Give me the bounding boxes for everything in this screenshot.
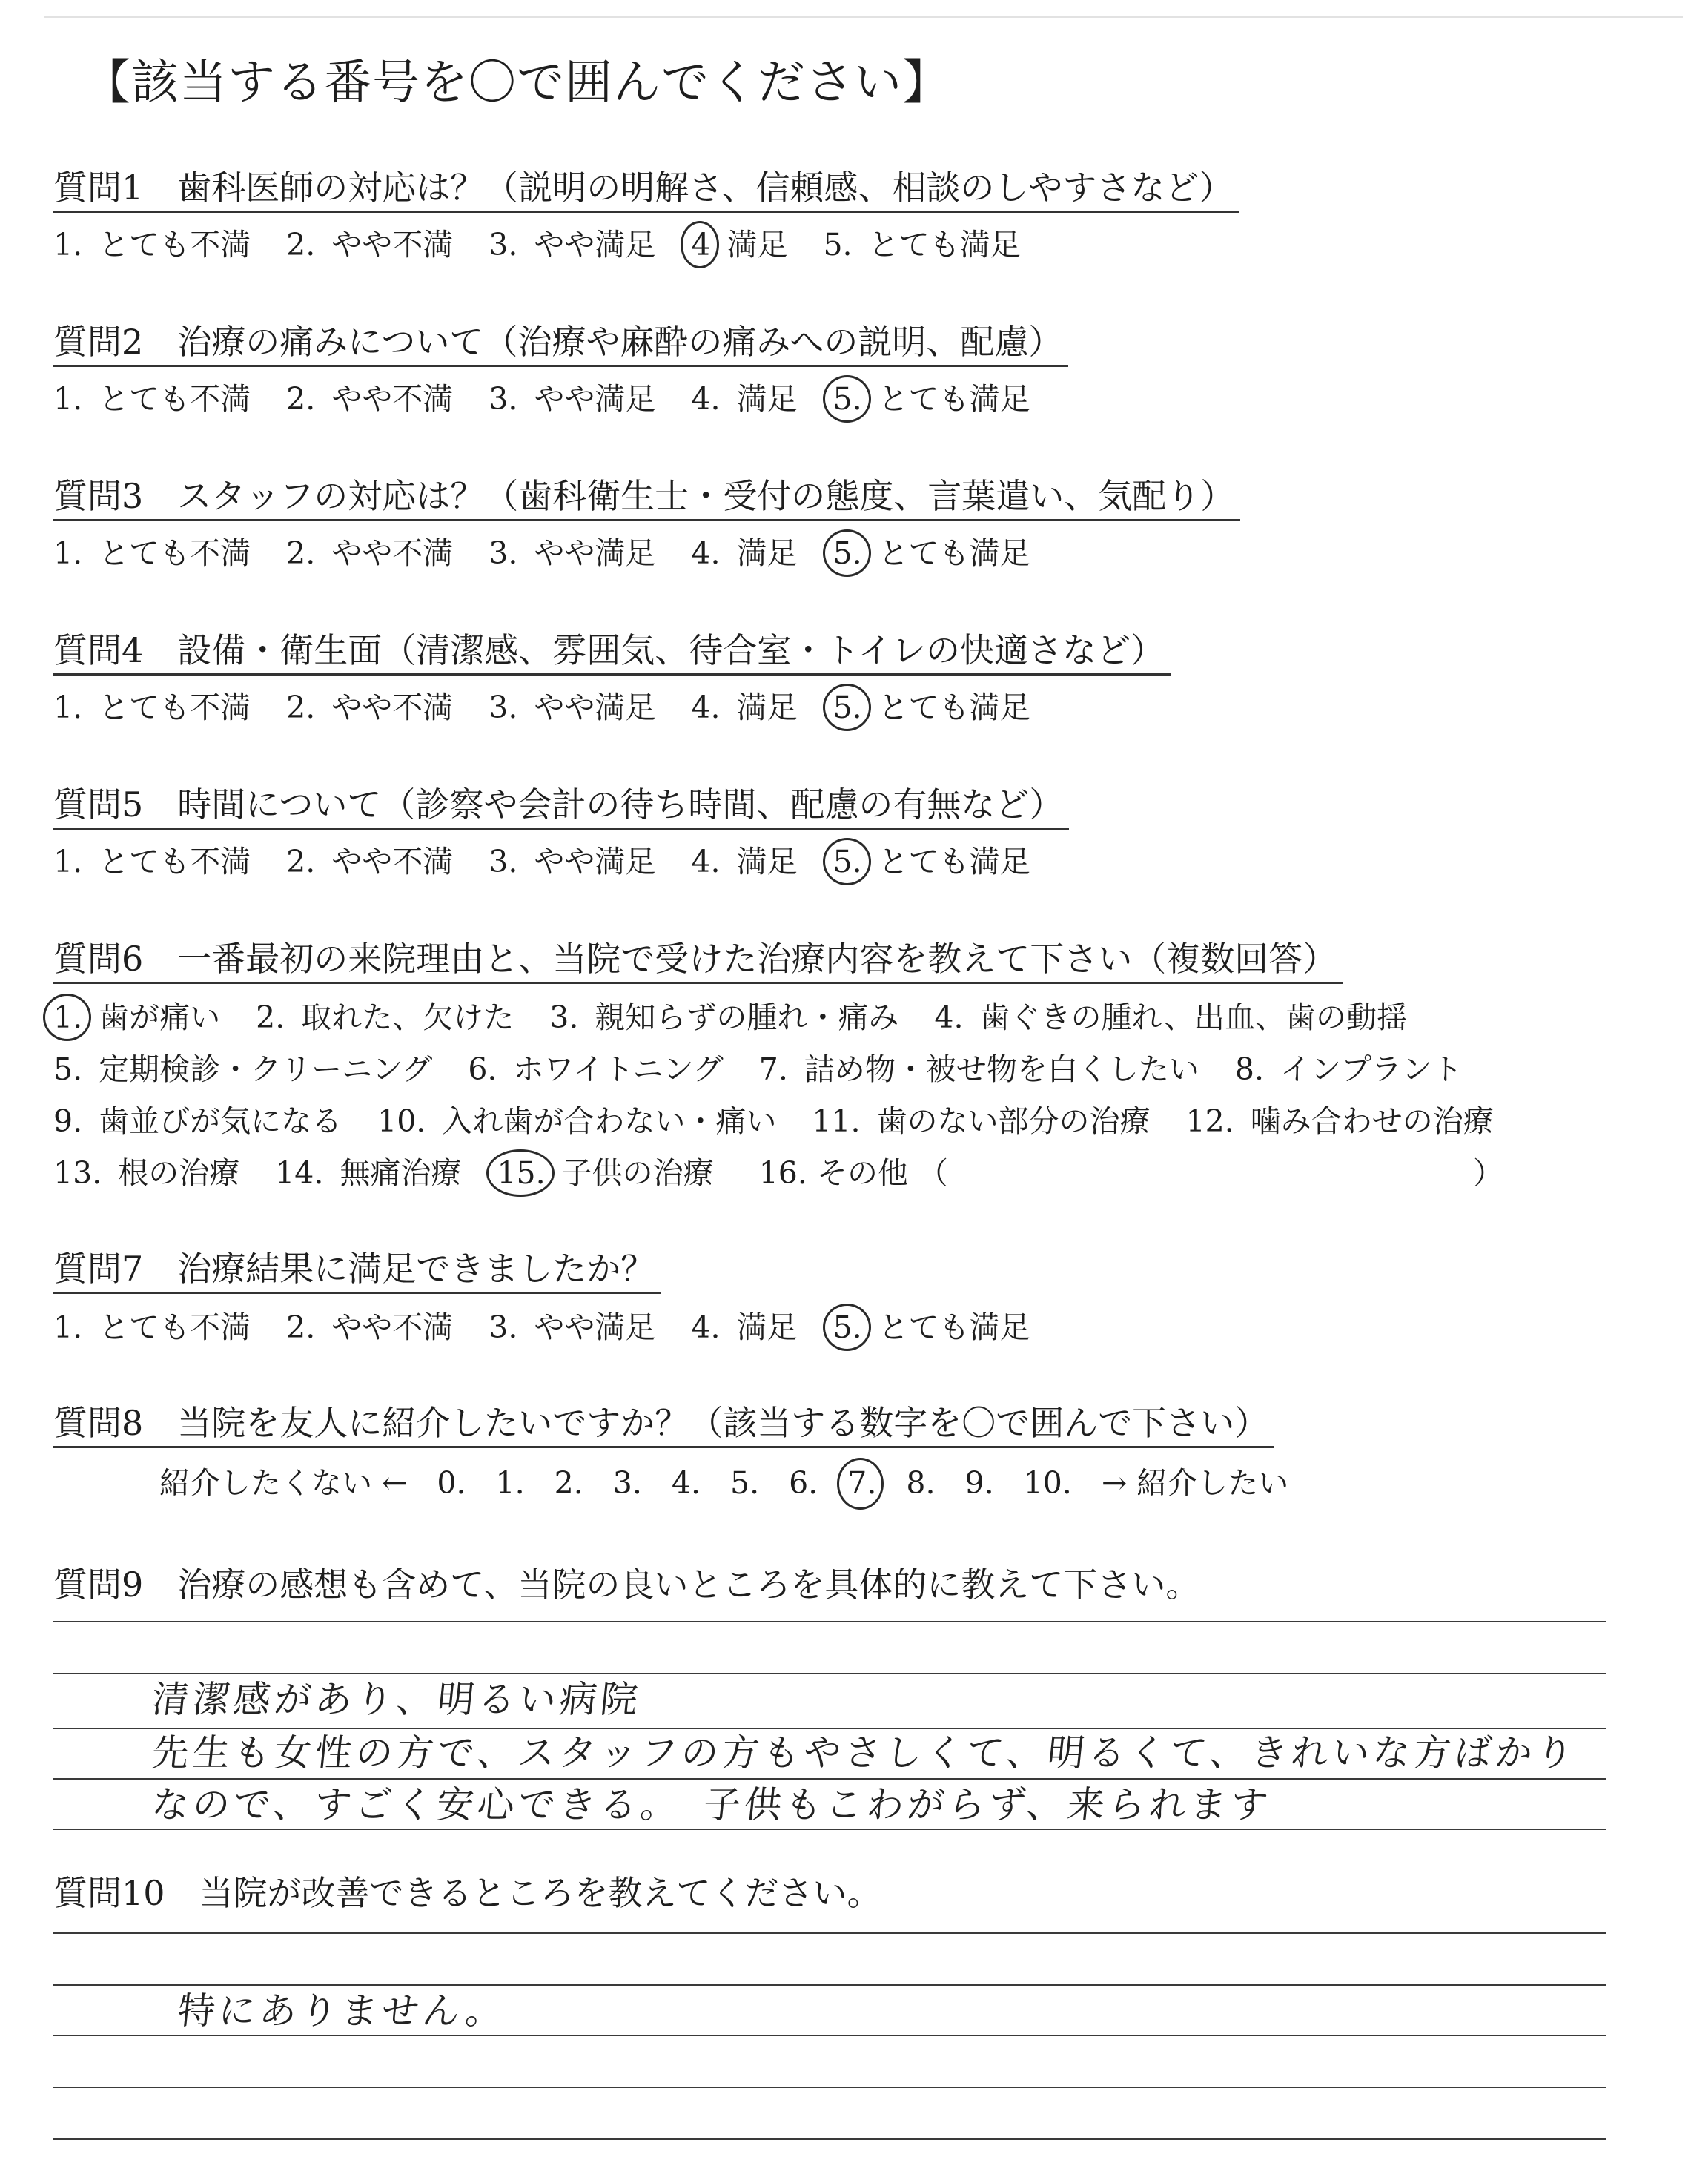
- question-8-scale: [159, 1462, 1288, 1504]
- option-3[interactable]: [489, 687, 655, 728]
- option-label: その他: [816, 1155, 908, 1191]
- scale-value-10[interactable]: 10.: [1023, 1465, 1072, 1501]
- option-number: 4.: [691, 381, 721, 417]
- option-5[interactable]: [833, 687, 1030, 728]
- option-3[interactable]: [549, 997, 898, 1038]
- question-5-title: 質問5 時間について（診察や会計の待ち時間、配慮の有無など）: [53, 782, 1069, 830]
- question-6-options-row-2: [53, 1048, 1463, 1090]
- question-6-options-row-1: [53, 997, 1407, 1038]
- option-label: とても不満: [99, 1309, 251, 1345]
- option-label: とても満足: [878, 1309, 1030, 1345]
- option-label: やや満足: [534, 381, 656, 417]
- answer-line: [53, 2087, 1606, 2088]
- option-3[interactable]: [489, 378, 655, 420]
- option-15[interactable]: [497, 1152, 713, 1194]
- option-label: やや満足: [534, 1309, 656, 1345]
- option-number: 16.: [758, 1155, 807, 1191]
- option-13[interactable]: [53, 1152, 239, 1194]
- option-1[interactable]: [53, 378, 251, 420]
- option-number: 9.: [53, 1103, 83, 1139]
- question-6-title: 質問6 一番最初の来院理由と、当院で受けた治療内容を教えて下さい（複数回答）: [53, 936, 1343, 984]
- scale-right-label: → 紹介したい: [1101, 1465, 1289, 1501]
- scale-value-4[interactable]: 4.: [671, 1465, 701, 1501]
- option-label: やや満足: [534, 535, 656, 571]
- option-label: とても不満: [99, 690, 251, 725]
- option-8[interactable]: [1235, 1048, 1463, 1090]
- answer-line: [53, 1984, 1606, 1986]
- option-label: やや不満: [331, 1309, 454, 1345]
- option-label: 歯並びが気になる: [99, 1103, 342, 1139]
- option-number: 2.: [286, 1309, 316, 1345]
- option-4[interactable]: [691, 687, 797, 728]
- option-5[interactable]: [823, 224, 1020, 265]
- option-number: 15.: [497, 1152, 545, 1194]
- question-1-options: [53, 224, 1021, 265]
- option-number: 2.: [256, 1000, 285, 1035]
- option-label: やや不満: [331, 844, 454, 879]
- option-number: 14.: [275, 1155, 324, 1191]
- question-9-answer-line-2: 先生も女性の方で、スタッフの方もやさしくて、明るくて、きれいな方ばかり: [149, 1731, 1580, 1774]
- question-9-answer-line-1: 清潔感があり、明るい病院: [149, 1678, 644, 1721]
- option-3[interactable]: [489, 1307, 655, 1348]
- option-number: 7.: [758, 1051, 788, 1087]
- question-4-options: [53, 687, 1030, 728]
- option-3[interactable]: [489, 841, 655, 882]
- question-6-options-row-3: [53, 1100, 1494, 1142]
- option-label: とても不満: [99, 227, 251, 262]
- option-label: インプラント: [1280, 1051, 1463, 1087]
- option-5[interactable]: [833, 532, 1030, 574]
- option-label: 満足: [736, 535, 798, 571]
- question-3-title: 質問3 スタッフの対応は？（歯科衛生士・受付の態度、言葉遣い、気配り）: [53, 473, 1240, 521]
- option-number: 1.: [53, 690, 83, 725]
- option-number: 5.: [833, 687, 862, 728]
- question-2-title: 質問2 治療の痛みについて（治療や麻酔の痛みへの説明、配慮）: [53, 319, 1068, 367]
- option-4[interactable]: [691, 378, 797, 420]
- option-number: 2.: [286, 844, 316, 879]
- option-label: やや満足: [534, 844, 656, 879]
- option-label: 噛み合わせの治療: [1250, 1103, 1494, 1139]
- option-label: 入れ歯が合わない・痛い: [442, 1103, 777, 1139]
- option-number: 1.: [53, 381, 83, 417]
- option-5[interactable]: [53, 1048, 432, 1090]
- question-5-options: [53, 841, 1030, 882]
- question-1-title: 質問1 歯科医師の対応は？（説明の明解さ、信頼感、相談のしやすさなど）: [53, 165, 1239, 213]
- option-label: やや満足: [534, 690, 656, 725]
- question-9-title: 質問9 治療の感想も含めて、当院の良いところを具体的に教えて下さい。: [53, 1565, 1200, 1605]
- option-label: 歯ぐきの腫れ、出血、歯の動揺: [979, 1000, 1407, 1035]
- question-4-title: 質問4 設備・衛生面（清潔感、雰囲気、待合室・トイレの快適さなど）: [53, 627, 1171, 676]
- option-number: 4.: [691, 844, 721, 879]
- option-number: 3.: [489, 1309, 518, 1345]
- question-8-title: 質問8 当院を友人に紹介したいですか？（該当する数字を〇で囲んで下さい）: [53, 1400, 1274, 1448]
- option-11[interactable]: [812, 1100, 1150, 1142]
- answer-line: [53, 1673, 1606, 1674]
- option-number: 3.: [489, 535, 518, 571]
- option-label: 満足: [736, 844, 798, 879]
- option-2[interactable]: [286, 1307, 453, 1348]
- option-number: 2.: [286, 535, 316, 571]
- scale-value-2[interactable]: 2.: [554, 1465, 583, 1501]
- option-number: 3.: [489, 690, 518, 725]
- scale-value-1[interactable]: 1.: [495, 1465, 525, 1501]
- option-label: やや不満: [331, 535, 454, 571]
- scale-value-5[interactable]: 5.: [730, 1465, 760, 1501]
- option-label: とても満足: [868, 227, 1021, 262]
- option-label: 歯のない部分の治療: [876, 1103, 1151, 1139]
- option-9[interactable]: [53, 1100, 342, 1142]
- answer-line: [53, 2035, 1606, 2036]
- option-label: 満足: [736, 381, 798, 417]
- question-7-options: [53, 1307, 1030, 1348]
- option-number: 6.: [468, 1051, 497, 1087]
- option-label: 子供の治療: [561, 1155, 714, 1191]
- option-label: とても不満: [99, 381, 251, 417]
- scale-value-7[interactable]: 7.: [847, 1462, 876, 1504]
- option-number: 3.: [549, 1000, 579, 1035]
- answer-line: [53, 1621, 1606, 1622]
- question-6-options-row-4: [53, 1152, 1503, 1194]
- option-number: 2.: [286, 690, 316, 725]
- page-top-border: [44, 16, 1683, 18]
- option-2[interactable]: [286, 224, 453, 265]
- option-4[interactable]: [691, 1307, 797, 1348]
- option-label: ホワイトニング: [513, 1051, 724, 1087]
- option-number: 3.: [489, 227, 518, 262]
- option-label: やや満足: [534, 227, 656, 262]
- option-number: 1.: [53, 227, 83, 262]
- answer-line: [53, 1932, 1606, 1934]
- question-10-title: 質問10 当院が改善できるところを教えてください。: [53, 1873, 881, 1913]
- option-4[interactable]: [691, 224, 787, 265]
- question-10-answer-line-1: 特にありません。: [175, 1989, 509, 2032]
- question-9-answer-line-3: なので、すごく安心できる。 子供もこわがらず、来られます: [149, 1783, 1274, 1826]
- option-1[interactable]: [53, 997, 220, 1038]
- option-label: 満足: [726, 227, 788, 262]
- answer-line: [53, 1829, 1606, 1830]
- option-4[interactable]: [691, 841, 797, 882]
- option-2[interactable]: [286, 378, 453, 420]
- answer-line: [53, 1728, 1606, 1729]
- option-3[interactable]: [489, 532, 655, 574]
- other-answer-field[interactable]: [918, 1152, 1503, 1194]
- option-number: 4.: [691, 535, 721, 571]
- option-label: とても不満: [99, 844, 251, 879]
- option-number: 4.: [934, 1000, 964, 1035]
- option-label: やや不満: [331, 227, 454, 262]
- option-4[interactable]: [934, 997, 1407, 1038]
- option-14[interactable]: [275, 1152, 461, 1194]
- option-number: 13.: [53, 1155, 102, 1191]
- option-number: 1.: [53, 997, 82, 1038]
- option-label: とても満足: [878, 535, 1030, 571]
- option-number: 2.: [286, 227, 316, 262]
- answer-line: [53, 1778, 1606, 1780]
- option-label: 根の治療: [118, 1155, 240, 1191]
- option-label: 満足: [736, 1309, 798, 1345]
- scale-value-3[interactable]: 3.: [612, 1465, 642, 1501]
- option-number: 11.: [812, 1103, 861, 1139]
- option-1[interactable]: [53, 687, 251, 728]
- option-10[interactable]: [377, 1100, 776, 1142]
- scale-value-6[interactable]: 6.: [789, 1465, 818, 1501]
- other-open-paren: （: [918, 1155, 949, 1191]
- option-number: 1.: [53, 1309, 83, 1345]
- option-label: 歯が痛い: [99, 1000, 221, 1035]
- option-1[interactable]: [53, 1307, 251, 1348]
- option-label: 定期検診・クリーニング: [99, 1051, 433, 1087]
- option-6[interactable]: [468, 1048, 723, 1090]
- option-label: とても満足: [878, 844, 1030, 879]
- option-label: 満足: [736, 690, 798, 725]
- option-2[interactable]: [286, 687, 453, 728]
- question-2-options: [53, 378, 1030, 420]
- question-3-options: [53, 532, 1030, 574]
- option-label: とても満足: [878, 690, 1030, 725]
- option-label: とても不満: [99, 535, 251, 571]
- option-number: 2.: [286, 381, 316, 417]
- scale-value-9[interactable]: 9.: [964, 1465, 994, 1501]
- scale-left-label: 紹介したくない ←: [159, 1465, 408, 1501]
- option-2[interactable]: [286, 532, 453, 574]
- option-number: 4: [691, 224, 710, 265]
- option-number: 12.: [1185, 1103, 1234, 1139]
- option-number: 5.: [833, 841, 862, 882]
- option-1[interactable]: [53, 224, 251, 265]
- option-label: 取れた、欠けた: [301, 1000, 514, 1035]
- scale-value-0[interactable]: 0.: [437, 1465, 466, 1501]
- option-5[interactable]: [833, 841, 1030, 882]
- option-label: 親知らずの腫れ・痛み: [595, 1000, 899, 1035]
- option-12[interactable]: [1186, 1100, 1494, 1142]
- option-number: 5.: [833, 1307, 862, 1348]
- option-label: 無痛治療: [340, 1155, 462, 1191]
- option-1[interactable]: [53, 532, 251, 574]
- option-number: 1.: [53, 844, 83, 879]
- option-2[interactable]: [256, 997, 514, 1038]
- option-5[interactable]: [833, 378, 1030, 420]
- option-number: 1.: [53, 535, 83, 571]
- page-title: 【該当する番号を〇で囲んでください】: [83, 56, 950, 110]
- option-label: やや不満: [331, 690, 454, 725]
- option-7[interactable]: [759, 1048, 1199, 1090]
- scale-value-8[interactable]: 8.: [906, 1465, 936, 1501]
- option-number: 5.: [833, 532, 862, 574]
- question-7-title: 質問7 治療結果に満足できましたか？: [53, 1246, 661, 1294]
- option-4[interactable]: [691, 532, 797, 574]
- answer-line: [53, 2138, 1606, 2140]
- option-label: とても満足: [878, 381, 1030, 417]
- option-number: 5.: [833, 378, 862, 420]
- other-close-paren: ）: [1473, 1155, 1504, 1191]
- option-3[interactable]: [489, 224, 655, 265]
- option-number: 5.: [823, 227, 853, 262]
- option-number: 8.: [1234, 1051, 1264, 1087]
- option-number: 10.: [377, 1103, 426, 1139]
- option-1[interactable]: [53, 841, 251, 882]
- option-number: 3.: [489, 381, 518, 417]
- option-number: 3.: [489, 844, 518, 879]
- option-label: 詰め物・被せ物を白くしたい: [804, 1051, 1199, 1087]
- option-2[interactable]: [286, 841, 453, 882]
- option-label: やや不満: [331, 381, 454, 417]
- option-number: 4.: [691, 690, 721, 725]
- question-6-option-other[interactable]: [759, 1152, 1503, 1194]
- scale-values: [437, 1462, 1071, 1504]
- option-number: 5.: [53, 1051, 83, 1087]
- option-5[interactable]: [833, 1307, 1030, 1348]
- option-number: 4.: [691, 1309, 721, 1345]
